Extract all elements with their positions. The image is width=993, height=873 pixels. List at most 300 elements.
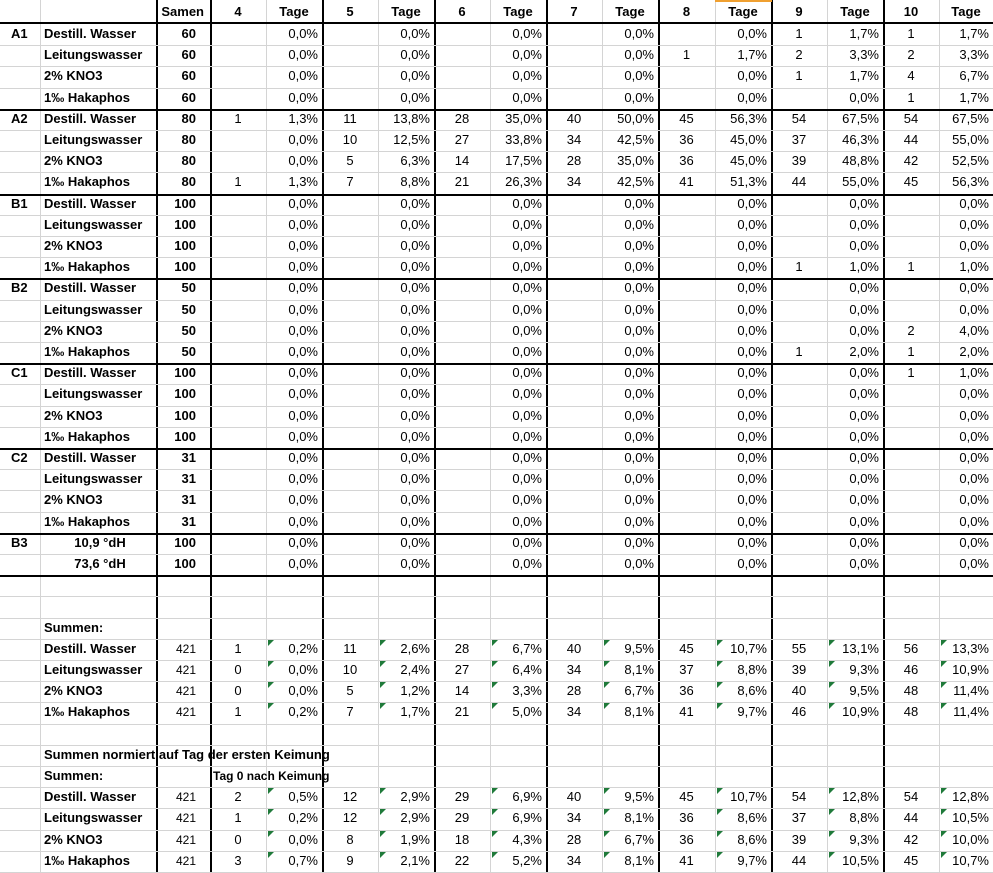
cell-percent[interactable]: 0,0% <box>737 365 767 381</box>
cell-percent[interactable]: 0,0% <box>400 216 430 232</box>
cell-percent[interactable]: 0,0% <box>288 322 318 338</box>
cell-percent[interactable]: 0,0% <box>624 471 654 487</box>
cell-count[interactable] <box>883 427 939 447</box>
cell-percent[interactable]: 0,0% <box>959 301 989 317</box>
row-samen[interactable]: 80 <box>181 110 196 126</box>
cell-percent[interactable]: 0,0% <box>400 280 430 296</box>
cell-count[interactable]: 45 <box>903 852 919 868</box>
cell-count[interactable] <box>210 427 266 447</box>
cell-count[interactable]: 44 <box>791 174 807 190</box>
cell-count[interactable] <box>210 469 266 489</box>
cell-percent[interactable]: 6,7% <box>512 640 542 656</box>
group-id[interactable]: A1 <box>11 26 28 41</box>
cell-percent[interactable]: 0,0% <box>288 238 318 253</box>
cell-count[interactable] <box>434 88 490 108</box>
cell-percent[interactable]: 0,0% <box>959 216 989 232</box>
column-header-tage[interactable]: Tage <box>503 4 533 19</box>
cell-count[interactable] <box>658 533 715 553</box>
cell-percent[interactable]: 0,0% <box>959 428 989 444</box>
cell-percent[interactable]: 0,0% <box>737 259 767 275</box>
cell-count[interactable]: 34 <box>566 852 582 868</box>
norm-row-label[interactable]: Destill. Wasser <box>44 789 137 805</box>
cell-percent[interactable]: 1,7% <box>849 68 879 84</box>
cell-count[interactable]: 1 <box>234 704 242 720</box>
cell-percent[interactable]: 0,0% <box>288 26 318 41</box>
cell-count[interactable] <box>658 427 715 447</box>
row-label[interactable]: 2% KNO3 <box>44 492 103 508</box>
cell-percent[interactable]: 0,0% <box>400 26 430 41</box>
cell-percent[interactable]: 0,0% <box>512 280 542 296</box>
row-samen[interactable]: 50 <box>181 301 196 317</box>
row-samen[interactable]: 50 <box>181 280 196 296</box>
cell-count[interactable] <box>658 24 715 44</box>
cell-count[interactable] <box>322 469 378 489</box>
cell-count[interactable] <box>434 384 490 404</box>
norm-row-label[interactable]: Leitungswasser <box>44 810 143 826</box>
cell-percent[interactable]: 1,0% <box>849 259 879 275</box>
cell-count[interactable] <box>658 469 715 489</box>
cell-count[interactable]: 46 <box>791 704 807 720</box>
cell-percent[interactable]: 0,0% <box>512 386 542 402</box>
cell-percent[interactable]: 0,0% <box>737 513 767 529</box>
cell-percent[interactable]: 0,0% <box>849 195 879 211</box>
cell-percent[interactable]: 0,0% <box>400 471 430 487</box>
cell-percent[interactable]: 9,5% <box>624 640 654 656</box>
cell-count[interactable]: 21 <box>454 174 470 190</box>
cell-count[interactable] <box>546 300 602 320</box>
cell-count[interactable]: 36 <box>679 132 694 147</box>
cell-percent[interactable]: 0,0% <box>737 428 767 444</box>
cell-count[interactable]: 41 <box>679 174 694 190</box>
cell-percent[interactable]: 8,6% <box>737 810 767 826</box>
cell-count[interactable] <box>322 45 378 65</box>
cell-count[interactable]: 12 <box>342 810 358 826</box>
cell-count[interactable] <box>322 215 378 235</box>
sum-row-samen[interactable]: 421 <box>175 705 196 720</box>
cell-percent[interactable]: 3,3% <box>849 47 879 63</box>
cell-count[interactable] <box>771 321 827 341</box>
cell-count[interactable] <box>546 24 602 44</box>
cell-count[interactable]: 40 <box>566 789 582 805</box>
row-label[interactable]: 2% KNO3 <box>44 68 103 84</box>
cell-count[interactable]: 34 <box>566 132 582 147</box>
cell-count[interactable] <box>210 533 266 553</box>
cell-percent[interactable]: 0,0% <box>959 386 989 402</box>
cell-count[interactable] <box>658 66 715 86</box>
row-label[interactable]: 10,9 °dH <box>74 534 126 550</box>
cell-percent[interactable]: 1,7% <box>959 26 989 41</box>
norm-row-samen[interactable]: 421 <box>175 853 196 868</box>
cell-percent[interactable]: 8,1% <box>624 662 654 677</box>
cell-percent[interactable]: 0,0% <box>624 26 654 41</box>
cell-percent[interactable]: 0,0% <box>400 68 430 84</box>
column-header-tage[interactable]: Tage <box>840 4 870 19</box>
cell-percent[interactable]: 8,1% <box>624 810 654 826</box>
cell-count[interactable]: 39 <box>791 831 807 847</box>
column-header-tage[interactable]: Tage <box>279 4 309 19</box>
cell-percent[interactable]: 9,7% <box>737 704 767 720</box>
group-id[interactable]: A2 <box>11 110 28 126</box>
cell-percent[interactable]: 0,0% <box>288 195 318 211</box>
cell-percent[interactable]: 8,1% <box>624 852 654 868</box>
column-header-tage[interactable]: Tage <box>728 4 758 19</box>
cell-count[interactable]: 1 <box>234 640 242 656</box>
column-header-day[interactable]: 10 <box>903 4 919 19</box>
cell-count[interactable]: 44 <box>903 810 919 826</box>
row-samen[interactable]: 100 <box>174 428 196 444</box>
cell-count[interactable] <box>658 448 715 468</box>
cell-percent[interactable]: 1,7% <box>737 47 767 63</box>
cell-count[interactable] <box>434 490 490 510</box>
cell-count[interactable]: 27 <box>454 662 470 677</box>
cell-percent[interactable]: 8,8% <box>400 174 430 190</box>
cell-count[interactable] <box>434 554 490 574</box>
cell-percent[interactable]: 0,0% <box>849 556 879 571</box>
cell-count[interactable]: 46 <box>903 662 919 677</box>
cell-count[interactable]: 40 <box>566 640 582 656</box>
cell-percent[interactable]: 2,0% <box>959 344 989 359</box>
cell-count[interactable]: 45 <box>679 789 694 805</box>
cell-count[interactable] <box>546 236 602 256</box>
cell-percent[interactable]: 0,0% <box>512 492 542 508</box>
cell-count[interactable] <box>322 300 378 320</box>
cell-percent[interactable]: 0,0% <box>400 450 430 465</box>
cell-percent[interactable]: 0,0% <box>512 450 542 465</box>
column-header-day[interactable]: 9 <box>795 4 803 19</box>
cell-count[interactable] <box>771 533 827 553</box>
cell-count[interactable] <box>883 512 939 532</box>
cell-count[interactable]: 29 <box>454 810 470 826</box>
row-samen[interactable]: 50 <box>181 322 196 338</box>
cell-percent[interactable]: 8,8% <box>737 662 767 677</box>
cell-count[interactable]: 1 <box>795 259 803 275</box>
cell-count[interactable] <box>883 194 939 214</box>
cell-count[interactable] <box>434 321 490 341</box>
cell-count[interactable]: 41 <box>679 704 694 720</box>
cell-percent[interactable]: 0,0% <box>624 259 654 275</box>
cell-percent[interactable]: 8,1% <box>624 704 654 720</box>
cell-percent[interactable]: 26,3% <box>505 174 542 190</box>
cell-count[interactable]: 40 <box>791 683 807 699</box>
row-samen[interactable]: 31 <box>181 471 196 487</box>
cell-percent[interactable]: 50,0% <box>617 110 654 126</box>
cell-percent[interactable]: 48,8% <box>842 153 879 169</box>
cell-count[interactable]: 9 <box>346 852 354 868</box>
cell-percent[interactable]: 1,9% <box>400 831 430 847</box>
cell-percent[interactable]: 0,0% <box>288 831 318 847</box>
cell-count[interactable]: 28 <box>566 831 582 847</box>
cell-percent[interactable]: 0,0% <box>624 344 654 359</box>
row-samen[interactable]: 100 <box>174 216 196 232</box>
cell-percent[interactable]: 1,7% <box>959 89 989 105</box>
cell-count[interactable] <box>546 342 602 362</box>
cell-percent[interactable]: 56,3% <box>952 174 989 190</box>
cell-percent[interactable]: 0,0% <box>512 322 542 338</box>
cell-count[interactable]: 54 <box>903 110 919 126</box>
cell-count[interactable] <box>546 512 602 532</box>
cell-percent[interactable]: 0,0% <box>512 26 542 41</box>
sum-row-label[interactable]: 1‰ Hakaphos <box>44 704 130 720</box>
cell-count[interactable] <box>771 300 827 320</box>
cell-percent[interactable]: 10,9% <box>842 704 879 720</box>
cell-percent[interactable]: 0,0% <box>288 386 318 402</box>
cell-percent[interactable]: 10,7% <box>952 852 989 868</box>
cell-percent[interactable]: 0,0% <box>849 89 879 105</box>
cell-percent[interactable]: 13,8% <box>393 110 430 126</box>
cell-percent[interactable]: 0,0% <box>288 450 318 465</box>
cell-count[interactable]: 36 <box>679 153 694 169</box>
cell-count[interactable] <box>210 278 266 298</box>
cell-percent[interactable]: 1,7% <box>400 704 430 720</box>
cell-count[interactable] <box>434 300 490 320</box>
cell-count[interactable] <box>434 278 490 298</box>
cell-percent[interactable]: 6,9% <box>512 810 542 826</box>
cell-count[interactable] <box>322 363 378 383</box>
cell-count[interactable]: 1 <box>795 26 803 41</box>
cell-count[interactable] <box>771 194 827 214</box>
cell-count[interactable] <box>546 278 602 298</box>
row-label[interactable]: Destill. Wasser <box>44 280 137 296</box>
cell-count[interactable] <box>210 215 266 235</box>
row-label[interactable]: Destill. Wasser <box>44 195 137 211</box>
cell-count[interactable] <box>210 45 266 65</box>
cell-count[interactable]: 36 <box>679 810 694 826</box>
cell-percent[interactable]: 0,0% <box>737 238 767 253</box>
column-header-day[interactable]: 6 <box>458 4 466 19</box>
cell-count[interactable] <box>210 321 266 341</box>
cell-percent[interactable]: 0,0% <box>400 428 430 444</box>
cell-count[interactable]: 28 <box>454 110 470 126</box>
cell-count[interactable] <box>658 363 715 383</box>
cell-count[interactable]: 44 <box>791 852 807 868</box>
cell-percent[interactable]: 5,2% <box>512 852 542 868</box>
cell-percent[interactable]: 10,5% <box>842 852 879 868</box>
cell-count[interactable] <box>322 342 378 362</box>
cell-percent[interactable]: 9,7% <box>737 852 767 868</box>
cell-percent[interactable]: 0,0% <box>959 492 989 508</box>
cell-percent[interactable]: 0,0% <box>959 280 989 296</box>
cell-percent[interactable]: 0,0% <box>624 280 654 296</box>
row-label[interactable]: 1‰ Hakaphos <box>44 174 130 190</box>
cell-count[interactable] <box>658 257 715 277</box>
cell-percent[interactable]: 0,0% <box>512 471 542 487</box>
cell-percent[interactable]: 0,0% <box>737 386 767 402</box>
cell-percent[interactable]: 0,0% <box>959 534 989 550</box>
row-samen[interactable]: 80 <box>181 132 196 147</box>
cell-percent[interactable]: 0,0% <box>400 301 430 317</box>
cell-percent[interactable]: 45,0% <box>730 153 767 169</box>
cell-percent[interactable]: 10,5% <box>952 810 989 826</box>
row-samen[interactable]: 100 <box>174 407 196 423</box>
cell-percent[interactable]: 6,9% <box>512 789 542 805</box>
cell-percent[interactable]: 35,0% <box>617 153 654 169</box>
cell-count[interactable] <box>322 257 378 277</box>
cell-count[interactable] <box>658 490 715 510</box>
cell-count[interactable]: 28 <box>566 153 582 169</box>
cell-count[interactable]: 36 <box>679 683 694 699</box>
cell-percent[interactable]: 3,3% <box>512 683 542 699</box>
cell-count[interactable] <box>210 151 266 171</box>
cell-count[interactable]: 45 <box>679 110 694 126</box>
cell-percent[interactable]: 0,0% <box>624 386 654 402</box>
cell-count[interactable]: 54 <box>791 110 807 126</box>
cell-count[interactable] <box>322 512 378 532</box>
cell-percent[interactable]: 52,5% <box>952 153 989 169</box>
row-samen[interactable]: 50 <box>181 344 196 359</box>
row-label[interactable]: Leitungswasser <box>44 386 143 402</box>
cell-count[interactable]: 28 <box>566 683 582 699</box>
cell-count[interactable] <box>322 384 378 404</box>
cell-count[interactable]: 28 <box>454 640 470 656</box>
cell-count[interactable] <box>771 406 827 426</box>
cell-count[interactable] <box>771 88 827 108</box>
cell-percent[interactable]: 0,0% <box>288 68 318 84</box>
cell-count[interactable] <box>322 24 378 44</box>
cell-count[interactable] <box>883 300 939 320</box>
cell-percent[interactable]: 0,0% <box>849 407 879 423</box>
cell-percent[interactable]: 0,0% <box>849 492 879 508</box>
row-label[interactable]: 1‰ Hakaphos <box>44 513 130 529</box>
cell-count[interactable]: 1 <box>907 89 915 105</box>
row-label[interactable]: 73,6 °dH <box>74 556 126 571</box>
row-samen[interactable]: 31 <box>181 450 196 465</box>
cell-count[interactable]: 34 <box>566 704 582 720</box>
cell-count[interactable] <box>771 236 827 256</box>
cell-count[interactable]: 10 <box>342 132 358 147</box>
row-samen[interactable]: 100 <box>174 195 196 211</box>
cell-count[interactable] <box>322 554 378 574</box>
cell-count[interactable]: 29 <box>454 789 470 805</box>
cell-percent[interactable]: 12,8% <box>842 789 879 805</box>
row-label[interactable]: Leitungswasser <box>44 216 143 232</box>
cell-percent[interactable]: 10,9% <box>952 662 989 677</box>
cell-percent[interactable]: 33,8% <box>505 132 542 147</box>
cell-percent[interactable]: 0,0% <box>288 428 318 444</box>
cell-count[interactable]: 40 <box>566 110 582 126</box>
cell-count[interactable] <box>322 427 378 447</box>
row-label[interactable]: 1‰ Hakaphos <box>44 259 130 275</box>
cell-count[interactable] <box>434 533 490 553</box>
cell-count[interactable] <box>434 448 490 468</box>
cell-percent[interactable]: 1,0% <box>959 365 989 381</box>
cell-percent[interactable]: 55,0% <box>952 132 989 147</box>
cell-count[interactable] <box>546 363 602 383</box>
cell-percent[interactable]: 8,6% <box>737 831 767 847</box>
row-samen[interactable]: 60 <box>181 26 196 41</box>
cell-count[interactable] <box>322 490 378 510</box>
cell-percent[interactable]: 46,3% <box>842 132 879 147</box>
row-samen[interactable]: 100 <box>174 365 196 381</box>
cell-count[interactable] <box>434 427 490 447</box>
cell-count[interactable] <box>322 88 378 108</box>
cell-percent[interactable]: 0,0% <box>849 513 879 529</box>
cell-count[interactable]: 1 <box>907 365 915 381</box>
cell-percent[interactable]: 0,7% <box>288 852 318 868</box>
cell-count[interactable]: 2 <box>907 47 915 63</box>
cell-percent[interactable]: 0,0% <box>959 556 989 571</box>
cell-count[interactable] <box>883 236 939 256</box>
cell-percent[interactable]: 0,0% <box>849 216 879 232</box>
cell-count[interactable] <box>322 448 378 468</box>
cell-percent[interactable]: 0,0% <box>737 407 767 423</box>
row-samen[interactable]: 60 <box>181 68 196 84</box>
cell-percent[interactable]: 0,0% <box>849 471 879 487</box>
cell-percent[interactable]: 67,5% <box>952 110 989 126</box>
cell-percent[interactable]: 0,0% <box>737 26 767 41</box>
cell-percent[interactable]: 0,0% <box>288 280 318 296</box>
cell-count[interactable] <box>434 342 490 362</box>
cell-count[interactable] <box>210 257 266 277</box>
cell-count[interactable] <box>210 406 266 426</box>
cell-count[interactable] <box>771 490 827 510</box>
cell-percent[interactable]: 0,0% <box>737 450 767 465</box>
cell-count[interactable]: 1 <box>907 26 915 41</box>
cell-percent[interactable]: 0,0% <box>288 365 318 381</box>
cell-percent[interactable]: 0,0% <box>849 365 879 381</box>
cell-percent[interactable]: 0,0% <box>400 534 430 550</box>
cell-percent[interactable]: 0,0% <box>400 386 430 402</box>
row-samen[interactable]: 60 <box>181 47 196 63</box>
cell-count[interactable]: 5 <box>346 153 354 169</box>
cell-percent[interactable]: 0,0% <box>737 195 767 211</box>
cell-count[interactable] <box>658 88 715 108</box>
cell-count[interactable]: 55 <box>791 640 807 656</box>
group-id[interactable]: B1 <box>11 195 28 211</box>
cell-percent[interactable]: 0,0% <box>288 662 318 677</box>
cell-percent[interactable]: 9,5% <box>624 789 654 805</box>
cell-percent[interactable]: 13,1% <box>842 640 879 656</box>
cell-percent[interactable]: 6,3% <box>400 153 430 169</box>
row-label[interactable]: Leitungswasser <box>44 132 143 147</box>
cell-percent[interactable]: 0,0% <box>288 471 318 487</box>
cell-count[interactable]: 21 <box>454 704 470 720</box>
cell-count[interactable] <box>322 533 378 553</box>
cell-count[interactable] <box>210 512 266 532</box>
cell-percent[interactable]: 0,0% <box>288 407 318 423</box>
sum-row-samen[interactable]: 421 <box>175 663 196 677</box>
cell-percent[interactable]: 0,0% <box>400 513 430 529</box>
cell-percent[interactable]: 0,0% <box>512 216 542 232</box>
cell-percent[interactable]: 0,0% <box>400 89 430 105</box>
cell-percent[interactable]: 0,0% <box>849 238 879 253</box>
cell-count[interactable]: 0 <box>234 662 242 677</box>
cell-count[interactable] <box>883 406 939 426</box>
cell-count[interactable] <box>546 406 602 426</box>
cell-count[interactable] <box>210 363 266 383</box>
cell-count[interactable] <box>210 490 266 510</box>
cell-count[interactable] <box>434 363 490 383</box>
cell-percent[interactable]: 0,0% <box>624 492 654 508</box>
cell-percent[interactable]: 0,0% <box>624 450 654 465</box>
cell-count[interactable] <box>883 533 939 553</box>
cell-percent[interactable]: 0,0% <box>737 322 767 338</box>
cell-percent[interactable]: 3,3% <box>959 47 989 63</box>
cell-count[interactable] <box>546 194 602 214</box>
cell-percent[interactable]: 8,8% <box>849 810 879 826</box>
cell-percent[interactable]: 0,0% <box>512 513 542 529</box>
cell-count[interactable] <box>322 194 378 214</box>
cell-percent[interactable]: 1,7% <box>849 26 879 41</box>
cell-percent[interactable]: 0,0% <box>400 365 430 381</box>
cell-percent[interactable]: 0,0% <box>512 195 542 211</box>
cell-count[interactable]: 12 <box>342 789 358 805</box>
row-samen[interactable]: 100 <box>174 386 196 402</box>
cell-count[interactable] <box>434 406 490 426</box>
norm-row-label[interactable]: 2% KNO3 <box>44 831 103 847</box>
sum-row-samen[interactable]: 421 <box>175 641 196 656</box>
cell-percent[interactable]: 0,0% <box>288 534 318 550</box>
cell-count[interactable]: 18 <box>454 831 470 847</box>
